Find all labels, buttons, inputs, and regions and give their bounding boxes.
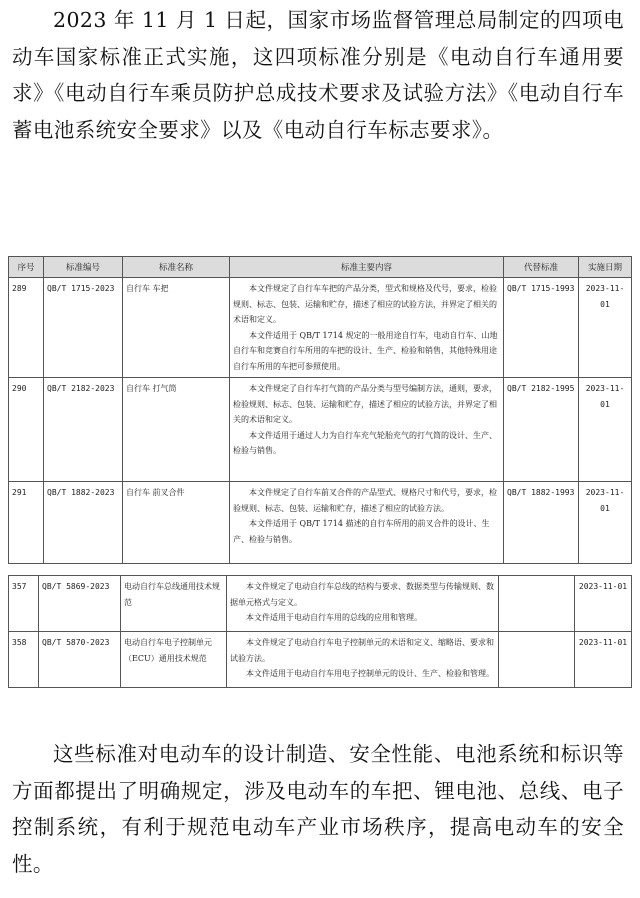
header-no: 序号 [9,257,44,278]
table-row [9,632,632,688]
content-paragraph: 本文件规定了自行车前叉合件的产品型式、规格尺寸和代号，要求，检验规则、标志、包装、运输和贮存，描述了相应的试验方法。 [233,488,497,513]
header-replaces: 代替标准 [504,257,579,278]
header-name: 标准名称 [123,257,230,278]
content-paragraph: 本文件适用于 QB/T 1714 描述的自行车所用的前叉合件的设计、生产、检验与销售。 [233,519,490,544]
row-content [230,482,504,564]
row-date: 2023-11-01 [579,278,632,378]
content-paragraph: 本文件适用于通过人力为自行车充气轮胎充气的打气筒的设计、生产、检验与销售。 [233,430,497,455]
row-no: 291 [9,482,44,564]
table-header-row [9,257,632,278]
row-code: QB/T 1715-2023 [44,278,123,378]
row-date: 2023-11-01 [579,378,632,482]
intro-paragraph: 2023 年 11 月 1 日起，国家市场监督管理总局制定的四项电动车国家标准正式实施，这四项标准分别是《电动自行车通用要求》《电动自行车乘员防护总成技术要求及试验方法》《电动自行车蓄电池系统安全要求》以及《电动自行车标志要求》。 [12,8,624,142]
row-replaces: QB/T 1715-1993 [504,278,579,378]
row-no: 357 [9,576,39,632]
table-row [9,278,632,378]
row-code: QB/T 2182-2023 [44,378,123,482]
row-code: QB/T 5869-2023 [39,576,121,632]
row-code: QB/T 5870-2023 [39,632,121,688]
row-content [227,632,499,688]
row-date: 2023-11-01 [579,482,632,564]
standards-table-2 [8,575,632,688]
content-paragraph: 本文件规定了电动自行车电子控制单元的术语和定义、缩略语、要求和试验方法。 [230,638,494,663]
row-replaces: QB/T 1882-1993 [504,482,579,564]
content-paragraph: 本文件规定了自行车车把的产品分类，型式和规格及代号，要求，检验规则、标志、包装、运输和贮存，描述了相应的试验方法，并界定了相关的术语和定义。 [233,284,497,324]
header-content: 标准主要内容 [230,257,504,278]
row-name: 电动自行车电子控制单元（ECU）通用技术规范 [121,632,227,688]
row-no: 289 [9,278,44,378]
content-paragraph: 本文件规定了电动自行车总线的结构与要求、数据类型与传输规则、数据单元格式与定义。 [230,582,494,607]
content-paragraph: 本文件适用于电动自行车用的总线的应用和管理。 [246,613,422,622]
table-row [9,576,632,632]
table-row [9,482,632,564]
row-no: 290 [9,378,44,482]
row-date: 2023-11-01 [575,632,632,688]
row-content [230,278,504,378]
summary-paragraph: 这些标准对电动车的设计制造、安全性能、电池系统和标识等方面都提出了明确规定，涉及电动车的车把、锂电池、总线、电子控制系统，有利于规范电动车产业市场秩序，提高电动车的安全性。 [12,742,624,876]
row-replaces [499,632,575,688]
standards-table-1 [8,256,632,564]
row-replaces [499,576,575,632]
header-date: 实施日期 [579,257,632,278]
content-paragraph: 本文件适用于 QB/T 1714 规定的一般用途自行车，电动自行车、山地自行车和竞赛自行车所用的车把的设计、生产、检验和销售，其他特殊用途自行车所用的车把可参照使用。 [233,330,498,371]
row-content [227,576,499,632]
row-name: 自行车 车把 [123,278,230,378]
row-no: 358 [9,632,39,688]
row-content [230,378,504,482]
row-date: 2023-11-01 [575,576,632,632]
row-code: QB/T 1882-2023 [44,482,123,564]
row-name: 自行车 打气筒 [123,378,230,482]
row-name: 电动自行车总线通用技术规范 [121,576,227,632]
content-paragraph: 本文件规定了自行车打气筒的产品分类与型号编制方法，通则，要求，检验规则、标志、包装、运输和贮存，描述了相应的试验方法，并界定了相关的术语和定义。 [233,384,497,424]
table-row [9,378,632,482]
row-replaces: QB/T 2182-1995 [504,378,579,482]
content-paragraph: 本文件适用于电动自行车用电子控制单元的设计、生产、检验和管理。 [246,669,494,678]
row-name: 自行车 前叉合件 [123,482,230,564]
header-code: 标准编号 [44,257,123,278]
